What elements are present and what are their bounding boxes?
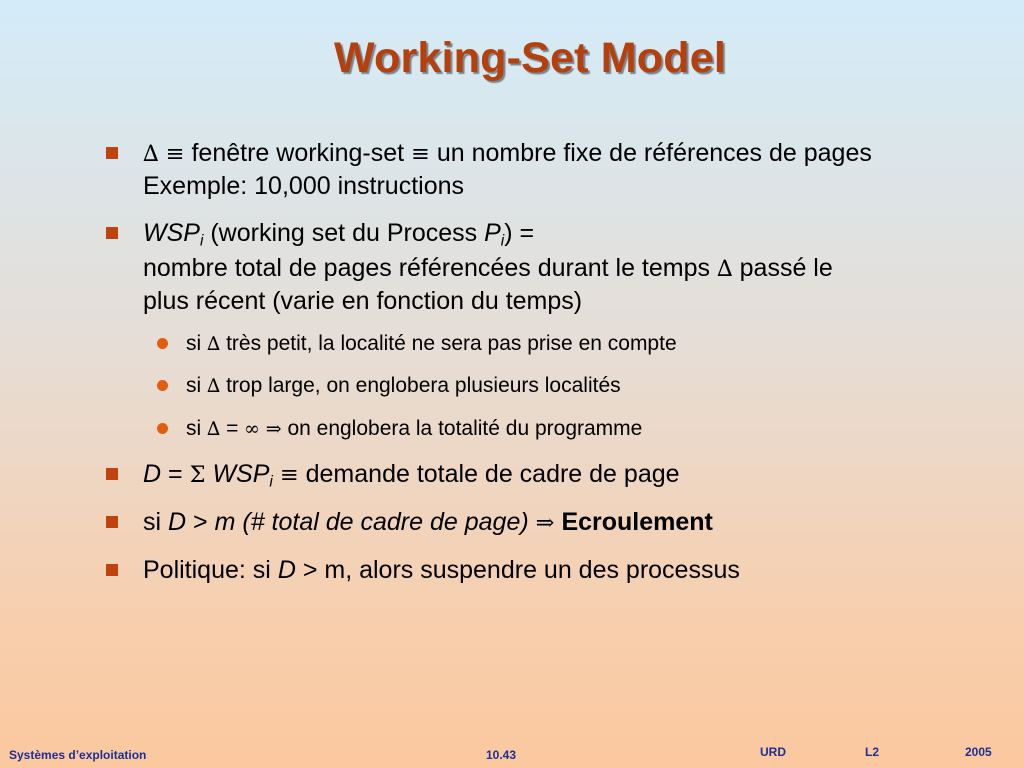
sub-bullet-1-text: très petit, la localité ne sera pas prise en compte xyxy=(226,332,677,355)
bullet-4-pre: si xyxy=(143,508,162,536)
equiv-symbol: ≡ xyxy=(165,141,185,167)
sub-bullet-2-pre: si xyxy=(186,374,202,397)
bullet-3 xyxy=(143,459,680,490)
sub-bullet-3-pre: si xyxy=(186,417,202,440)
bullet-2-text-c: nombre total de pages référencées durant le temps xyxy=(143,254,711,282)
square-bullet-icon xyxy=(106,564,118,576)
subscript-i: i xyxy=(500,232,505,250)
footer-level: L2 xyxy=(865,745,880,759)
bullet-2-text-b: ) = xyxy=(504,219,535,247)
sub-bullet-1-pre: si xyxy=(186,332,202,355)
round-bullet-icon xyxy=(157,380,168,391)
sigma-symbol: Σ xyxy=(189,462,206,488)
d-variable: D xyxy=(168,508,187,536)
footer-year: 2005 xyxy=(965,745,992,759)
square-bullet-icon xyxy=(106,516,118,528)
bullet-2-line-2 xyxy=(143,253,833,284)
footer-page-number: 10.43 xyxy=(486,748,517,762)
square-bullet-icon xyxy=(106,468,118,480)
bullet-1-text-a: fenêtre working-set xyxy=(191,139,405,167)
equiv-symbol: ≡ xyxy=(411,141,430,167)
square-bullet-icon xyxy=(106,227,118,239)
delta-symbol: ∆ xyxy=(716,256,733,282)
footer-course: Systèmes d’exploitation xyxy=(9,748,147,762)
bullet-5 xyxy=(143,555,740,585)
bullet-4-italic: m (# total de cadre de page) xyxy=(214,508,529,536)
bullet-2-line-3: plus récent (varie en fonction du temps) xyxy=(143,287,583,315)
sub-bullet-2 xyxy=(186,373,621,399)
wsp-label: WSP xyxy=(212,460,270,488)
equiv-symbol: ≡ xyxy=(279,462,299,488)
round-bullet-icon xyxy=(157,423,168,434)
delta-symbol: ∆ xyxy=(207,375,221,397)
infinity-symbol: ∞ xyxy=(244,418,260,440)
bullet-3-text: demande totale de cadre de page xyxy=(305,460,680,488)
subscript-i: i xyxy=(199,232,204,250)
subscript-i: i xyxy=(269,473,273,491)
equals-symbol: = xyxy=(226,417,239,440)
sub-bullet-3 xyxy=(186,416,642,442)
bullet-2-text-d: passé le xyxy=(739,254,833,282)
footer-university: URD xyxy=(760,745,786,759)
delta-symbol: ∆ xyxy=(143,141,159,167)
d-variable: D xyxy=(277,556,296,584)
bullet-4 xyxy=(143,507,713,538)
bullet-5-text: > m, alors suspendre un des processus xyxy=(302,556,740,584)
sub-bullet-2-text: trop large, on englobera plusieurs localités xyxy=(226,374,621,397)
round-bullet-icon xyxy=(157,338,168,349)
bullet-2-line-1 xyxy=(143,218,534,248)
bullet-5-pre: Politique: si xyxy=(143,556,271,584)
delta-symbol: ∆ xyxy=(207,418,221,440)
sub-bullet-3-text: on englobera la totalité du programme xyxy=(287,417,643,440)
implies-symbol: ⇒ xyxy=(265,418,282,440)
process-p: P xyxy=(484,219,501,247)
greater-than-symbol: > xyxy=(193,508,208,536)
slide-title: Working-Set Model xyxy=(334,34,726,82)
wsp-label: WSP xyxy=(143,219,200,247)
delta-symbol: ∆ xyxy=(207,333,221,355)
bullet-2-text-a: (working set du Process xyxy=(210,219,478,247)
implies-symbol: ⇒ xyxy=(535,510,555,536)
bullet-1-line-2: Exemple: 10,000 instructions xyxy=(143,172,465,200)
d-variable: D xyxy=(143,460,162,488)
bullet-1-text-b: un nombre fixe de références de pages xyxy=(436,139,872,167)
bullet-1-line-1 xyxy=(143,138,872,169)
ecroulement-label: Ecroulement xyxy=(561,508,713,536)
square-bullet-icon xyxy=(106,147,118,159)
sub-bullet-1 xyxy=(186,331,677,357)
equals-symbol: = xyxy=(168,460,183,488)
